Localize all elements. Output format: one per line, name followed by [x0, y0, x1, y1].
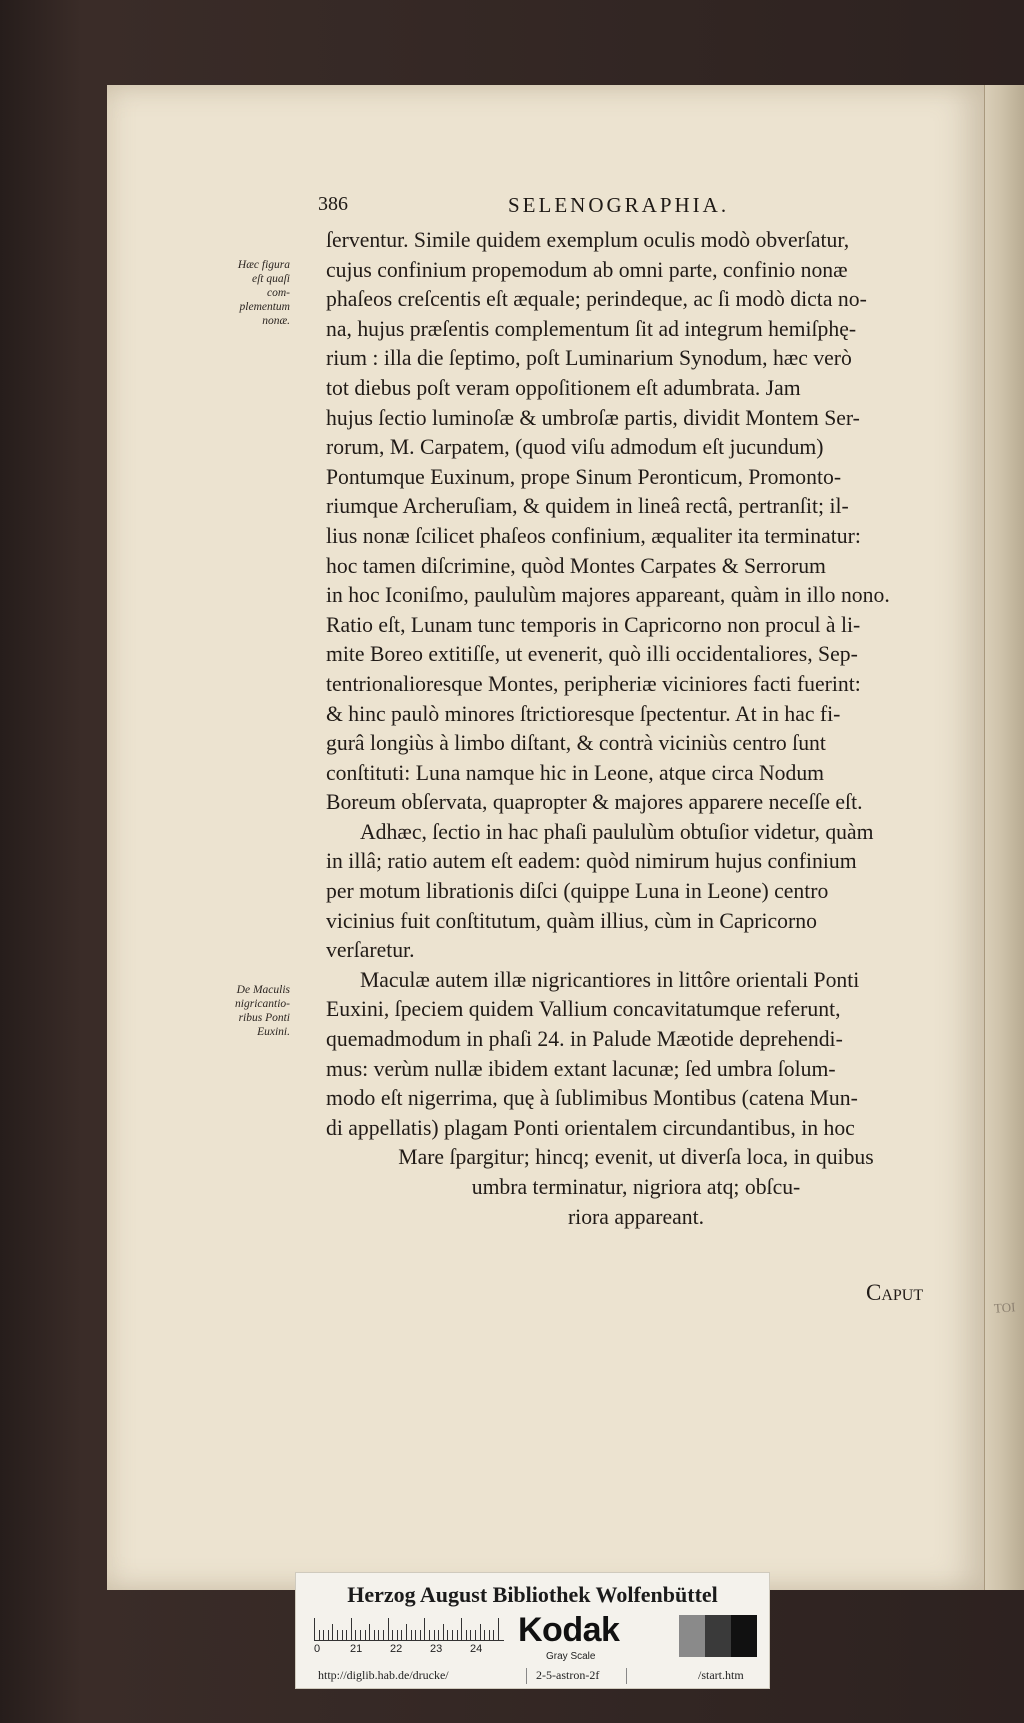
ruler-tick — [328, 1630, 329, 1640]
ruler-tick — [369, 1624, 370, 1640]
next-page-edge — [984, 85, 1024, 1590]
page-header — [318, 193, 778, 223]
ruler-tick — [392, 1630, 393, 1640]
ruler-tick — [434, 1630, 435, 1640]
ruler-tick — [443, 1624, 444, 1640]
kodak-logo: Kodak — [518, 1611, 620, 1649]
ruler-tick — [475, 1630, 476, 1640]
text-line: quemadmodum in phaſi 24. in Palude Mæotide deprehendi- — [326, 1027, 843, 1052]
ruler-tick — [466, 1630, 467, 1640]
margin-note-line: ribus Ponti — [238, 1012, 290, 1024]
gray-patch-light — [679, 1615, 705, 1657]
ruler-tick — [480, 1624, 481, 1640]
scale-number: 22 — [390, 1643, 403, 1655]
footer-separator — [626, 1668, 627, 1684]
ruler-tick — [342, 1630, 343, 1640]
text-line: rium : illa die ſeptimo, poſt Luminarium Synodum, hæc verò — [326, 346, 852, 371]
ruler-tick — [314, 1618, 315, 1640]
scale-number: 24 — [470, 1643, 483, 1655]
shelfmark: 2-5-astron-2f — [536, 1668, 600, 1682]
text-line: Pontumque Euxinum, prope Sinum Peronticum, Promonto- — [326, 464, 842, 489]
text-line: lius nonæ ſcilicet phaſeos confinium, æqualiter ita terminatur: — [326, 523, 861, 548]
ruler-tick — [447, 1630, 448, 1640]
library-url[interactable]: http://diglib.hab.de/drucke/ — [318, 1668, 449, 1682]
text-line: Maculæ autem illæ nigricantiores in littôre orientali Ponti — [360, 967, 860, 992]
ruler-tick — [493, 1630, 494, 1640]
gray-scale-label: Gray Scale — [546, 1651, 596, 1662]
text-line: modo eſt nigerrima, quę à ſublimibus Montibus (catena Mun- — [326, 1086, 858, 1111]
text-line: hujus ſectio luminoſæ & umbroſæ partis, dividit Montem Ser- — [326, 405, 860, 430]
ruler-tick — [383, 1630, 384, 1640]
text-line: umbra terminatur, nigriora atq; obſcu- — [471, 1175, 801, 1199]
scale-ruler — [314, 1615, 504, 1641]
ruler-tick — [438, 1630, 439, 1640]
text-line: in illâ; ratio autem eſt eadem: quòd nimirum hujus confinium — [326, 849, 857, 874]
gray-patch-mid — [705, 1615, 731, 1657]
text-line: phaſeos creſcentis eſt æquale; perindeque, ac ſi modò dicta no- — [326, 287, 867, 312]
start-link[interactable]: /start.htm — [698, 1668, 744, 1682]
library-name: Herzog August Bibliothek Wolfenbüttel — [347, 1582, 718, 1607]
margin-note-line: De Maculis — [236, 984, 290, 996]
text-line: Euxini, ſpeciem quidem Vallium concavitatumque referunt, — [326, 997, 841, 1022]
ruler-tick — [470, 1630, 471, 1640]
text-line: verſaretur. — [326, 938, 415, 963]
text-line: Boreum obſervata, quapropter & majores apparere neceſſe eſt. — [326, 790, 863, 815]
text-line: mite Boreo extitiſſe, ut evenerit, quò illi occidentaliores, Sep- — [326, 642, 858, 667]
text-line: per motum librationis diſci (quippe Luna in Leone) centro — [326, 879, 829, 904]
ruler-tick — [351, 1618, 352, 1640]
text-line: tot diebus poſt veram oppoſitionem eſt adumbrata. Jam — [326, 375, 801, 400]
text-line: Adhæc, ſectio in hac phaſi paululùm obtuſior videtur, quàm — [360, 819, 874, 844]
scale-number: 0 — [314, 1643, 321, 1655]
margin-note-line: nonæ. — [262, 315, 290, 327]
text-line: riumque Archeruſiam, & quidem in lineâ rectâ, pertranſit; il- — [326, 494, 849, 519]
text-line: Ratio eſt, Lunam tunc temporis in Capricorno non procul à li- — [326, 612, 861, 637]
text-line: mus: verùm nullæ ibidem extant lacunæ; ſed umbra ſolum- — [326, 1056, 836, 1081]
text-line: tentrionalioresque Montes, peripheriæ viciniores facti fuerint: — [326, 671, 861, 696]
margin-note-maculis — [232, 983, 290, 1039]
ruler-tick — [355, 1630, 356, 1640]
ruler-tick — [406, 1624, 407, 1640]
ruler-tick — [323, 1630, 324, 1640]
ruler-tick — [424, 1618, 425, 1640]
ruler-tick — [378, 1630, 379, 1640]
ruler-tick — [374, 1630, 375, 1640]
text-line: di appellatis) plagam Ponti orientalem circundantibus, in hoc — [326, 1115, 855, 1140]
edge-text: TOI — [993, 1299, 1016, 1316]
scale-number: 23 — [430, 1643, 443, 1655]
page-number: 386 — [318, 193, 348, 215]
ruler-tick — [337, 1630, 338, 1640]
text-line: conſtituti: Luna namque hic in Leone, atque circa Nodum — [326, 760, 825, 785]
gray-scale-patch — [679, 1615, 757, 1657]
text-line: Mare ſpargitur; hincq; evenit, ut diverſa loca, in quibus — [398, 1145, 874, 1170]
ruler-tick — [411, 1630, 412, 1640]
ruler-tick — [429, 1630, 430, 1640]
ruler-tick — [452, 1630, 453, 1640]
ruler-tick — [420, 1630, 421, 1640]
ruler-tick — [401, 1630, 402, 1640]
gray-patch-dark — [731, 1615, 757, 1657]
text-line: gurâ longiùs à limbo diſtant, & contrà viciniùs centro ſunt — [326, 731, 826, 756]
text-line: vicinius fuit conſtitutum, quàm illius, cùm in Capricorno — [326, 908, 817, 933]
ruler-tick — [484, 1630, 485, 1640]
margin-note-line: Euxini. — [257, 1026, 290, 1038]
text-line: hoc tamen diſcrimine, quòd Montes Carpates & Serrorum — [326, 553, 826, 578]
scale-numbers — [314, 1643, 514, 1657]
margin-note-line: eſt quaſi com- — [251, 273, 290, 299]
running-title: SELENOGRAPHIA. — [508, 193, 730, 217]
text-line: na, hujus præſentis complementum ſit ad integrum hemiſphę- — [326, 316, 857, 341]
margin-note-line: Hæc figura — [237, 259, 290, 271]
ruler-tick — [498, 1618, 499, 1640]
text-line: ſerventur. Simile quidem exemplum oculis modò obverſatur, — [326, 228, 850, 252]
text-line: riora appareant. — [567, 1204, 705, 1229]
ruler-tick — [319, 1630, 320, 1640]
ruler-tick — [397, 1630, 398, 1640]
body-text — [326, 226, 946, 1232]
ruler-tick — [360, 1630, 361, 1640]
text-line: in hoc Iconiſmo, paululùm majores appareant, quàm in illo nono. — [326, 583, 890, 608]
catchword: Caput — [866, 1280, 924, 1305]
margin-note-line: plementum — [239, 301, 290, 313]
ruler-tick — [388, 1618, 389, 1640]
ruler-tick — [332, 1624, 333, 1640]
library-label — [295, 1572, 770, 1689]
margin-note-figure — [232, 258, 290, 328]
ruler-tick — [346, 1630, 347, 1640]
ruler-tick — [457, 1630, 458, 1640]
text-line: rorum, M. Carpatem, (quod viſu admodum eſt jucundum) — [326, 435, 824, 460]
text-line: cujus confinium propemodum ab omni parte, confinio nonæ — [326, 257, 848, 282]
scale-number: 21 — [350, 1643, 363, 1655]
library-footer — [296, 1668, 769, 1686]
footer-separator — [526, 1668, 527, 1684]
text-line: & hinc paulò minores ſtrictioresque ſpectentur. At in hac fi- — [326, 701, 841, 726]
ruler-tick — [365, 1630, 366, 1640]
ruler-tick — [489, 1630, 490, 1640]
ruler-tick — [461, 1618, 462, 1640]
margin-note-line: nigricantio- — [235, 998, 290, 1010]
ruler-tick — [415, 1630, 416, 1640]
